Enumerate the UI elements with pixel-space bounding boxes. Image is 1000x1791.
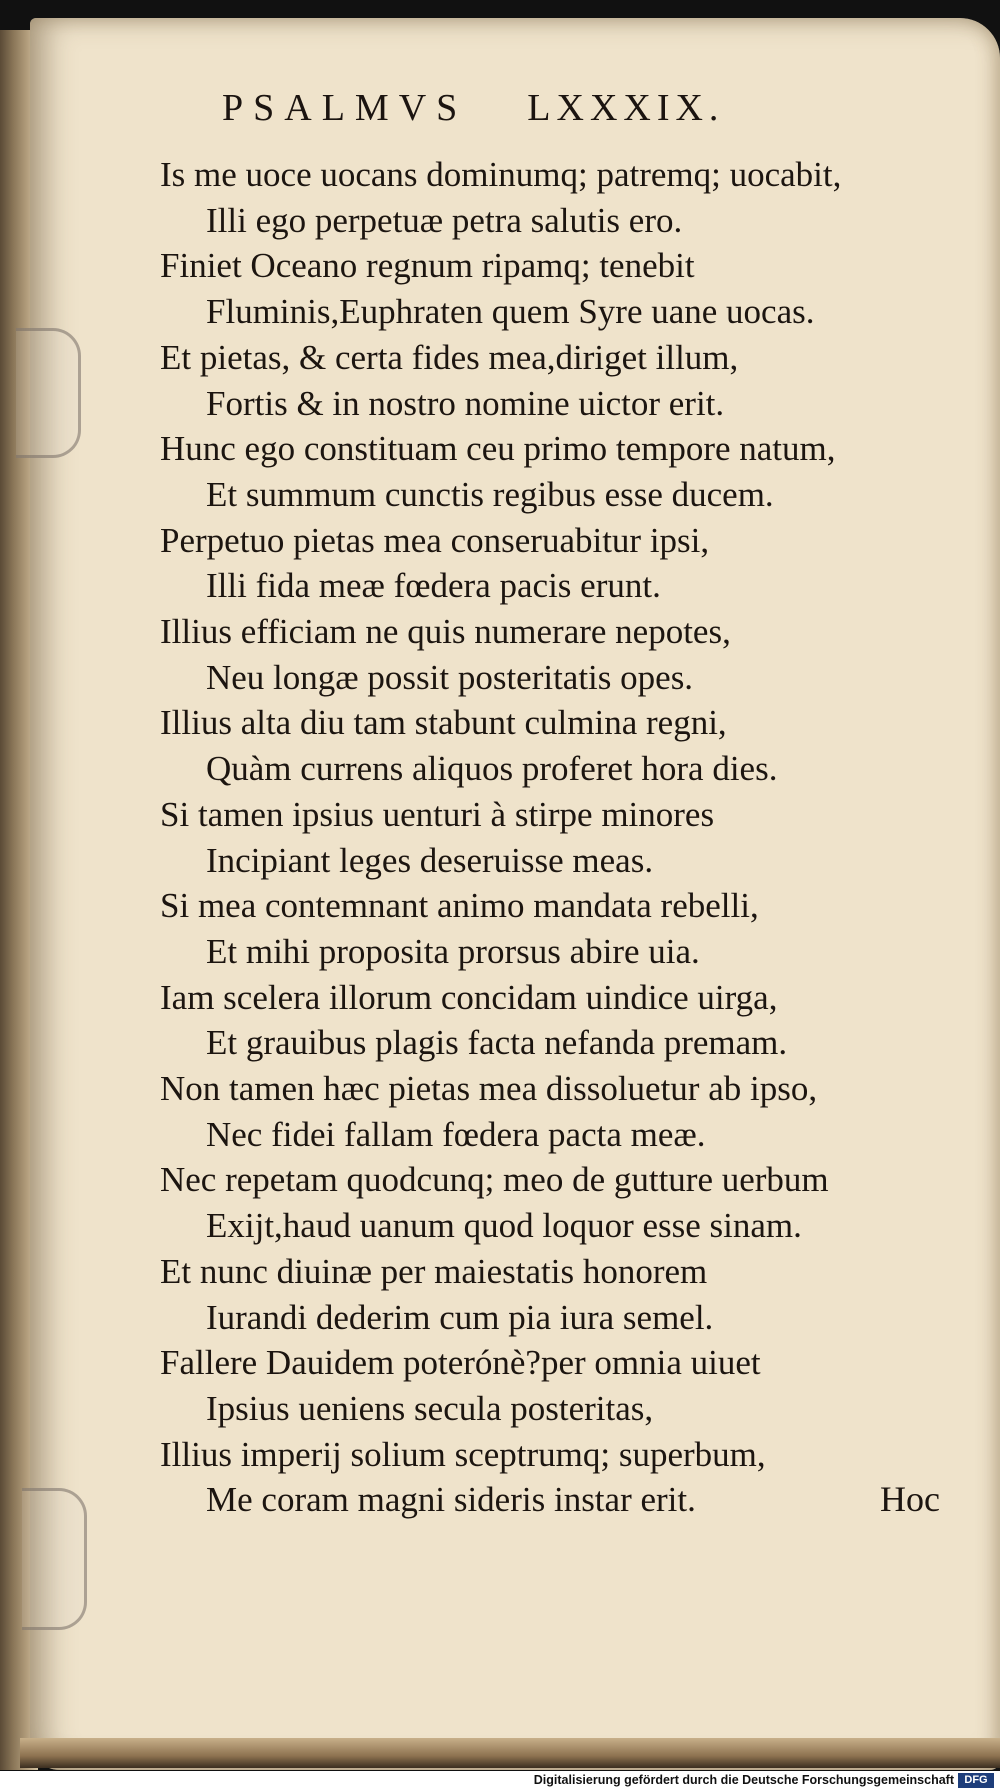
funding-credit: Digitalisierung gefördert durch die Deutsche Forschungsgemeinschaft: [533, 1773, 954, 1787]
verse-line: Et grauibus plagis facta nefanda premam.: [206, 1023, 788, 1063]
verse-line: Exijt,haud uanum quod loquor esse sinam.: [206, 1206, 802, 1246]
verse-line: Nec repetam quodcunq; meo de gutture uerbum: [160, 1160, 829, 1200]
verse-line: Si tamen ipsius uenturi à stirpe minores: [160, 794, 715, 834]
verse-line: Nec fidei fallam fœdera pacta meæ.: [206, 1114, 706, 1154]
verse-line: Et pietas, & certa fides mea,diriget illum,: [160, 337, 739, 377]
page-clip-bottom: [22, 1488, 87, 1630]
catchword: Hoc: [880, 1479, 940, 1519]
digitization-footer: [0, 1771, 1000, 1791]
verse-line: Hunc ego constituam ceu primo tempore natum,: [160, 429, 836, 469]
verse-line: Illius imperij solium sceptrumq; superbum,: [160, 1434, 766, 1474]
verse-line: Fluminis,Euphraten quem Syre uane uocas.: [206, 292, 815, 332]
running-head-number: LXXXIX.: [527, 87, 725, 129]
verse-line: Iurandi dederim cum pia iura semel.: [206, 1297, 714, 1337]
verse-line: Non tamen hæc pietas mea dissoluetur ab ipso,: [160, 1069, 818, 1109]
verse-line: Neu longæ possit posteritatis opes.: [206, 657, 694, 697]
verse-line: Et summum cunctis regibus esse ducem.: [206, 474, 774, 514]
verse-line: Et nunc diuinæ per maiestatis honorem: [160, 1251, 708, 1291]
verse-line: Ipsius ueniens secula posteritas,: [206, 1388, 654, 1428]
verse-line: Et mihi proposita prorsus abire uia.: [206, 931, 700, 971]
verse-line: Incipiant leges deseruisse meas.: [206, 840, 654, 880]
page-clip-top: [16, 328, 81, 458]
verse-line: Is me uoce uocans dominumq; patremq; uocabit,: [160, 155, 842, 194]
verse-line: Illius efficiam ne quis numerare nepotes,: [160, 612, 731, 652]
verse-line: Fallere Dauidem poterónè?per omnia uiuet: [160, 1343, 761, 1383]
running-head: [222, 86, 724, 130]
verse-line: Quàm currens aliquos proferet hora dies.: [206, 749, 778, 789]
verse-line: Illi ego perpetuæ petra salutis ero.: [206, 200, 683, 240]
verse-line: Si mea contemnant animo mandata rebelli,: [160, 886, 759, 926]
verse-line: Finiet Oceano regnum ripamq; tenebit: [160, 246, 695, 286]
verse-line: Fortis & in nostro nomine uictor erit.: [206, 383, 725, 423]
verse-line: Illius alta diu tam stabunt culmina regni,: [160, 703, 727, 743]
verse-line: Me coram magni sideris instar erit.: [206, 1480, 696, 1520]
verse-line: Illi fida meæ fœdera pacis erunt.: [206, 566, 661, 606]
running-head-title: PSALMVS: [222, 87, 468, 129]
book-bottom-edge: [20, 1738, 1000, 1768]
verse-line: Iam scelera illorum concidam uindice uirga,: [160, 977, 778, 1017]
dfg-logo: DFG: [958, 1773, 994, 1788]
verse-line: Perpetuo pietas mea conseruabitur ipsi,: [160, 520, 710, 560]
verse-text: [160, 152, 960, 1523]
